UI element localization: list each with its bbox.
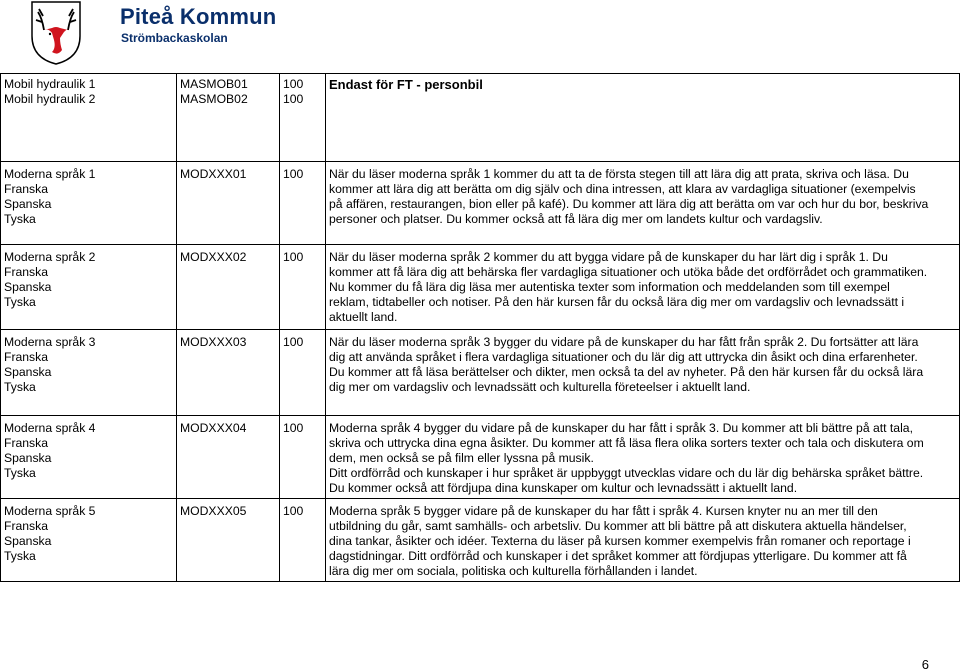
school-name: Strömbackaskolan	[121, 31, 228, 45]
course-code: MODXXX05	[180, 504, 247, 518]
course-code-cell	[177, 245, 280, 330]
description-line: skriva och uttrycka dina egna åsikter. Du kommer att få läsa flera olika sorters texter och tala och diskutera om	[329, 436, 924, 450]
table-row	[1, 416, 960, 499]
course-points-cell	[280, 74, 326, 162]
course-code: MODXXX02	[180, 250, 247, 264]
course-name: Mobil hydraulik 1	[4, 77, 96, 91]
description-line: Ditt ordförråd och kunskaper i hur språket är uppbyggt utvecklas vidare och du lär dig behärska språket bättre.	[329, 466, 924, 480]
description-line: dem, men också se på film eller lyssna på musik.	[329, 451, 594, 465]
course-points: 100	[283, 335, 304, 349]
description-line: dina tankar, åsikter och idéer. Texterna du läser på kursen kommer exempelvis från romaner och reportage i	[329, 534, 911, 548]
description-line: lära dig mer om sociala, politiska och kulturella förhållanden i landet.	[329, 564, 698, 578]
page-number: 6	[921, 657, 929, 672]
language-option: Tyska	[4, 466, 36, 480]
course-name-cell	[1, 162, 177, 245]
description-line: När du läser moderna språk 1 kommer du att ta de första stegen till att lära dig att prata, skriva och läsa. Du	[329, 167, 909, 181]
description-line: Du kommer också att fördjupa dina kunskaper om kultur och levnadssätt i aktuellt land.	[329, 481, 798, 495]
course-description-cell	[326, 499, 960, 582]
course-description-cell	[326, 245, 960, 330]
course-code-cell	[177, 499, 280, 582]
language-option: Tyska	[4, 380, 36, 394]
course-points: 100	[283, 92, 304, 106]
course-points: 100	[283, 167, 304, 181]
coat-of-arms-logo	[30, 0, 82, 66]
course-name: Moderna språk 3	[4, 335, 96, 349]
table-row	[1, 330, 960, 416]
course-description-cell	[326, 416, 960, 499]
course-description-cell	[326, 330, 960, 416]
organization-name: Piteå Kommun	[120, 4, 277, 29]
course-code: MASMOB01	[180, 77, 248, 91]
course-points-cell	[280, 162, 326, 245]
course-name-cell	[1, 330, 177, 416]
language-option: Spanska	[4, 197, 52, 211]
course-note: Endast för FT - personbil	[329, 77, 483, 92]
description-line: reklam, tidtabeller och notiser. På den här kursen får du också lära dig mer om vardagsliv och levnadssätt i	[329, 295, 905, 309]
description-line: Moderna språk 4 bygger du vidare på de kunskaper du har fått i språk 3. Du kommer att bli bättre på att tala,	[329, 421, 913, 435]
course-table	[0, 73, 960, 582]
course-code: MODXXX04	[180, 421, 247, 435]
table-row	[1, 499, 960, 582]
course-name: Mobil hydraulik 2	[4, 92, 96, 106]
language-option: Spanska	[4, 534, 52, 548]
course-name: Moderna språk 1	[4, 167, 96, 181]
course-name-cell	[1, 416, 177, 499]
language-option: Tyska	[4, 212, 36, 226]
table-row	[1, 162, 960, 245]
language-option: Spanska	[4, 280, 52, 294]
course-code-cell	[177, 416, 280, 499]
table-row	[1, 74, 960, 162]
language-option: Franska	[4, 519, 49, 533]
description-line: Moderna språk 5 bygger vidare på de kunskaper du har fått i språk 4. Kursen knyter nu an mer till den	[329, 504, 878, 518]
table-row	[1, 245, 960, 330]
description-line: kommer att lära dig att berätta om dig själv och dina intressen, att klara av vardagliga situationer (exempelvis	[329, 182, 916, 196]
description-line: aktuellt land.	[329, 310, 398, 324]
course-description-cell	[326, 74, 960, 162]
course-points-cell	[280, 330, 326, 416]
description-line: Nu kommer du få lära dig läsa mer autentiska texter som information och meddelanden som till exempel	[329, 280, 890, 294]
course-code: MODXXX03	[180, 335, 247, 349]
description-line: personer och platser. Du kommer också att få lära dig mer om landets kultur och vardagsliv.	[329, 212, 823, 226]
description-line: på affären, restaurangen, bion eller på kafé). Du kommer att lära dig att berätta om var och hur du bor, beskriva	[329, 197, 929, 211]
language-option: Tyska	[4, 549, 36, 563]
course-code-cell	[177, 330, 280, 416]
course-points-cell	[280, 416, 326, 499]
course-points: 100	[283, 421, 304, 435]
description-line: Du kommer att få läsa berättelser och dikter, men också ta del av nyheter. På den här kursen får du också lära	[329, 365, 924, 379]
language-option: Spanska	[4, 451, 52, 465]
course-points-cell	[280, 499, 326, 582]
language-option: Tyska	[4, 295, 36, 309]
course-points: 100	[283, 77, 304, 91]
course-description-cell	[326, 162, 960, 245]
course-points: 100	[283, 250, 304, 264]
language-option: Franska	[4, 436, 49, 450]
course-points: 100	[283, 504, 304, 518]
language-option: Spanska	[4, 365, 52, 379]
description-line: dagstidningar. Ditt ordförråd och kunskaper i det språket kommer att fördjupas ytterligare. Du kommer att få	[329, 549, 907, 563]
course-name-cell	[1, 499, 177, 582]
language-option: Franska	[4, 182, 49, 196]
course-name-cell	[1, 74, 177, 162]
description-line: dig att använda språket i flera vardagliga situationer och du lär dig att uttrycka din åsikt och dina erfarenheter.	[329, 350, 918, 364]
course-name: Moderna språk 4	[4, 421, 96, 435]
course-name-cell	[1, 245, 177, 330]
language-option: Franska	[4, 265, 49, 279]
course-code: MASMOB02	[180, 92, 248, 106]
course-code-cell	[177, 162, 280, 245]
description-line: utbildning du går, samt samhälls- och arbetsliv. Du kommer att bli bättre på att diskutera aktuella händelser,	[329, 519, 907, 533]
description-line: kommer att få lära dig att behärska fler vardagliga situationer och utöka både det ordförrådet och grammatiken.	[329, 265, 928, 279]
course-name: Moderna språk 5	[4, 504, 96, 518]
page-header	[30, 0, 430, 68]
course-points-cell	[280, 245, 326, 330]
description-line: dig mer om vardagsliv och levnadssätt och kulturella företeelser i aktuellt land.	[329, 380, 751, 394]
language-option: Franska	[4, 350, 49, 364]
description-line: När du läser moderna språk 3 bygger du vidare på de kunskaper du har fått från språk 2. Du fortsätter att lära	[329, 335, 919, 349]
course-name: Moderna språk 2	[4, 250, 96, 264]
course-code: MODXXX01	[180, 167, 247, 181]
description-line: När du läser moderna språk 2 kommer du att bygga vidare på de kunskaper du har lärt dig i språk 1. Du	[329, 250, 888, 264]
course-code-cell	[177, 74, 280, 162]
